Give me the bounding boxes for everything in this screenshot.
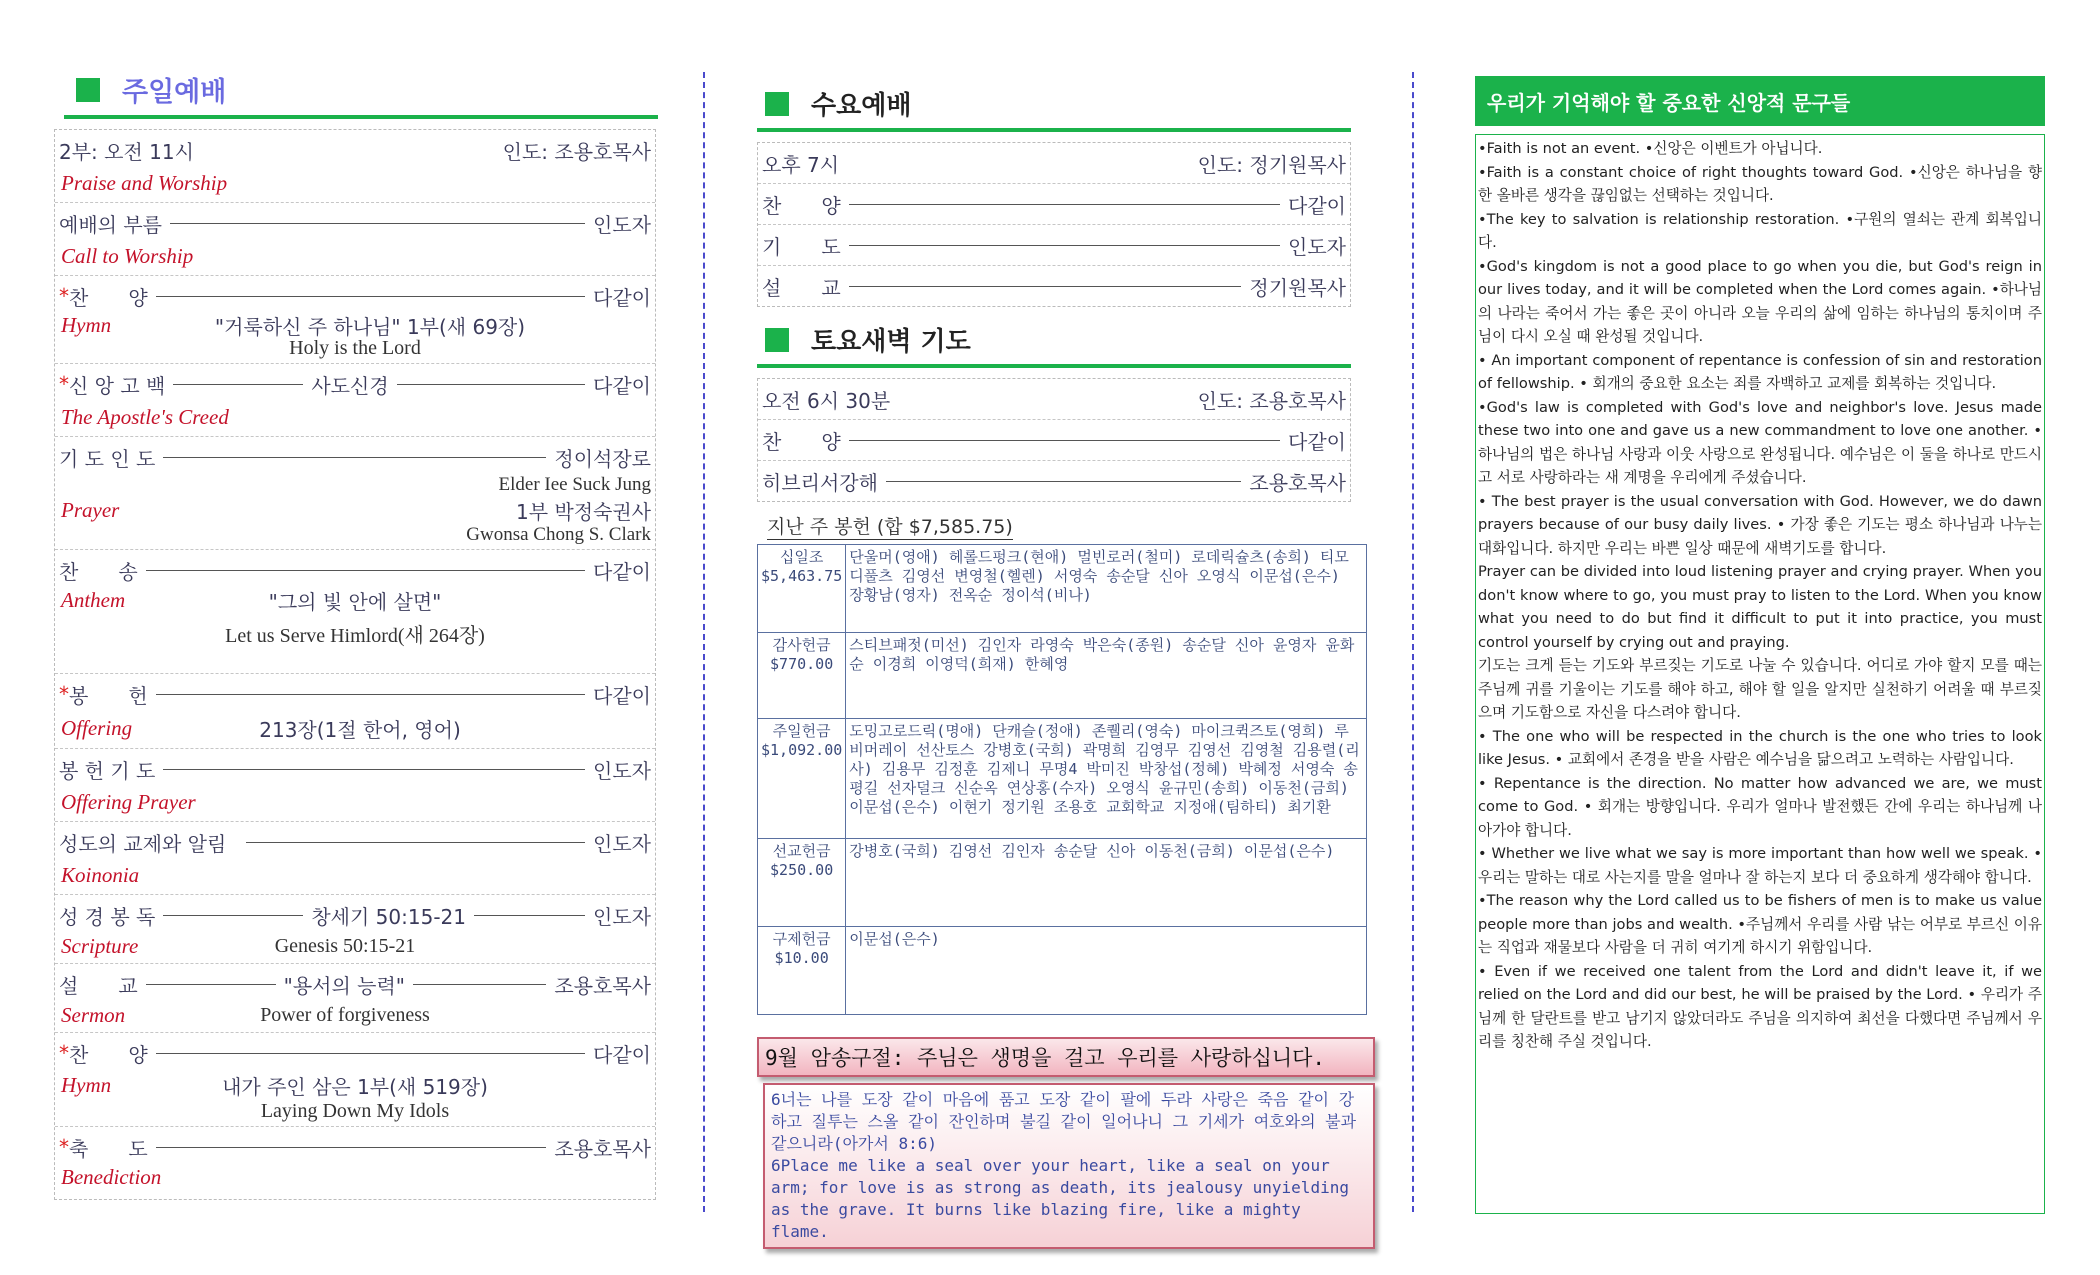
item-english-label: Call to Worship xyxy=(61,243,194,268)
item-label: 기 도 인 도 xyxy=(59,446,156,471)
sermon-row xyxy=(55,964,655,1033)
item-label: 찬 양 xyxy=(762,193,841,218)
scripture-reference: 창세기 50:15-21 xyxy=(311,904,466,929)
saturday-prayer-header xyxy=(757,321,1351,368)
sunday-order-of-worship xyxy=(54,129,656,1200)
item-label: 성도의 교제와 알림 xyxy=(59,831,227,856)
hymn-english-title: Laying Down My Idols xyxy=(260,1100,450,1122)
offering-summary-title: 지난 주 봉헌 (합 $7,585.75) xyxy=(767,512,1013,540)
quote-item: • An important component of repentance is confession of sin and restoration of fellowship. • 회개의 중요한 요소는 죄를 자백하고 교제를 회복하는 것입니다. xyxy=(1478,351,2042,392)
quote-item: •The reason why the Lord called us to be fishers of men is to make us value people more than jobs and wealth. •주님께서 우리를 사람 낚는 어부로 부르신 이유는 직업과 재물보다 사람을 더 귀히 여기게 하시기 위함입니다. xyxy=(1478,892,2042,956)
service-time-row xyxy=(55,130,655,203)
item-performer: 다같이 xyxy=(1288,193,1346,218)
saturday-order xyxy=(757,378,1351,502)
anthem-english-title: Let us Serve Himlord(새 264장) xyxy=(225,625,485,647)
hymn-row: * 찬 양 다같이 Hymn "거룩하신 주 하나님" 1부(새 69장) Holy is the Lord xyxy=(55,276,655,364)
item-performer: 다같이 xyxy=(593,373,651,398)
quote-item: • The one who will be respected in the church is the one who tries to look like Jesus. • 교회에서 존경을 받을 사람은 예수님을 닮으려고 노력하는 사람입니다. xyxy=(1478,727,2042,768)
offering-type: 감사헌금 xyxy=(772,636,831,654)
offering-amount: $770.00 xyxy=(770,655,834,673)
praise-worship-label: Praise and Worship xyxy=(61,170,228,195)
item-label: 봉 헌 기 도 xyxy=(59,758,156,783)
item-label: 찬 양 xyxy=(69,1042,148,1067)
service-leader: 인도: 정기원목사 xyxy=(1197,152,1346,177)
column-divider xyxy=(1412,72,1414,1212)
offering-amount: $1,092.00 xyxy=(761,741,843,759)
service-leader: 인도: 조용호목사 xyxy=(502,139,651,164)
performer-english-name: Gwonsa Chong S. Clark xyxy=(466,524,651,545)
green-square-icon xyxy=(76,78,100,102)
quote-item: •Faith is not an event. •신앙은 이벤트가 아닙니다. xyxy=(1478,140,1823,157)
table-row xyxy=(758,927,1367,1015)
item-performer: 다같이 xyxy=(1288,429,1346,454)
item-english-label: Hymn xyxy=(61,1072,112,1097)
item-performer: 다같이 xyxy=(593,683,651,708)
anthem-title: "그의 빛 안에 살면" xyxy=(268,589,442,614)
creed-name: 사도신경 xyxy=(311,373,389,398)
item-performer: 정기원목사 xyxy=(1249,275,1346,300)
wednesday-order xyxy=(757,142,1351,307)
faith-quotes-title: 우리가 기억해야 할 중요한 신앙적 문구들 xyxy=(1475,76,2045,126)
item-performer: 인도자 xyxy=(593,904,651,929)
item-english-label: Prayer xyxy=(61,497,120,522)
saturday-prayer-title: 토요새벽 기도 xyxy=(811,327,971,357)
scripture-english-reference: Genesis 50:15-21 xyxy=(274,934,416,957)
item-performer: 조용호목사 xyxy=(1249,470,1346,495)
item-english-label: The Apostle's Creed xyxy=(61,404,229,429)
sermon-english-title: Power of forgiveness xyxy=(260,1003,430,1026)
table-row xyxy=(758,839,1367,927)
offering-hymn: 213장(1절 한어, 영어) xyxy=(259,717,461,742)
green-square-icon xyxy=(765,92,789,116)
offering-type: 선교헌금 xyxy=(772,842,831,860)
item-label: 축 도 xyxy=(69,1136,148,1161)
wednesday-service-title: 수요예배 xyxy=(811,91,912,121)
table-row xyxy=(758,633,1367,719)
item-english-label: Hymn xyxy=(61,312,112,337)
item-label: 찬 양 xyxy=(762,429,841,454)
offering-type: 주일헌금 xyxy=(772,722,831,740)
anthem-row xyxy=(55,550,655,674)
item-performer: 인도자 xyxy=(1288,234,1346,259)
memory-verse-korean: 6너는 나를 도장 같이 마음에 품고 도장 같이 팔에 두라 사랑은 죽음 같이 강하고 질투는 스올 같이 잔인하며 불길 같이 일어나니 그 기세가 여호와의 불과 같으니라(아가서 8:6) xyxy=(771,1090,1357,1153)
offering-donors: 단울머(영애) 헤롤드펑크(현애) 멀빈로러(철미) 로데릭슐츠(송희) 티모디풀츠 김영선 변영철(헬렌) 서영숙 송순달 신아 오영식 이문섭(은수) 장황남(영자) 전옥순 정이석(비나) xyxy=(846,545,1367,633)
offering-row: * 봉 헌 다같이 Offering 213장(1절 한어, 영어) xyxy=(55,674,655,749)
prayer-performer: 1부 박정숙권사 xyxy=(515,499,651,524)
faith-quotes-list xyxy=(1475,134,2045,1214)
item-label: 설 교 xyxy=(762,275,841,300)
green-square-icon xyxy=(765,328,789,352)
sermon-title: "용서의 능력" xyxy=(283,973,405,998)
item-performer: 인도자 xyxy=(593,212,651,237)
offering-amount: $10.00 xyxy=(774,949,829,967)
offering-donors: 스티브패젓(미선) 김인자 라영숙 박은숙(종원) 송순달 신아 윤영자 윤화순 이경희 이영덕(희재) 한혜영 xyxy=(846,633,1367,719)
item-performer: 다같이 xyxy=(593,1042,651,1067)
item-english-label: Benediction xyxy=(61,1164,162,1189)
offering-amount: $5,463.75 xyxy=(761,567,843,585)
offering-type: 십일조 xyxy=(779,548,824,566)
sunday-service-section xyxy=(54,70,654,1200)
item-label: 신 앙 고 백 xyxy=(69,373,166,398)
item-label: 기 도 xyxy=(762,234,841,259)
benediction-row: * 축 도 조용호목사 Benediction xyxy=(55,1127,655,1199)
quote-item: •Faith is a constant choice of right thoughts toward God. •신앙은 하나님을 향한 올바른 생각을 끊임없는 선택하는 것입니다. xyxy=(1478,163,2042,204)
hymn-title: "거룩하신 주 하나님" 1부(새 69장) xyxy=(214,314,526,339)
item-label: 찬 송 xyxy=(59,559,138,584)
call-to-worship-row xyxy=(55,203,655,276)
item-performer: 다같이 xyxy=(593,559,651,584)
service-time: 오후 7시 xyxy=(762,152,840,177)
quote-item: • The best prayer is the usual conversation with God. However, we do dawn prayers because of our busy daily lives. • 가장 좋은 기도는 평소 하나님과 나누는 대화입니다. 하지만 우리는 바쁜 일상 때문에 새벽기도를 합니다. xyxy=(1478,492,2042,557)
offering-type: 구제헌금 xyxy=(772,930,831,948)
hymn-title: 내가 주인 삼은 1부(새 519장) xyxy=(222,1074,488,1099)
item-performer: 조용호목사 xyxy=(554,973,651,998)
item-label: 예배의 부름 xyxy=(59,212,162,237)
offering-prayer-row xyxy=(55,749,655,822)
item-performer: 인도자 xyxy=(593,831,651,856)
offering-donors: 도밍고로드릭(명애) 단캐슬(정애) 존퀠리(영숙) 마이크퀵즈토(영희) 루비머레이 선산토스 강병호(국희) 곽명희 김영무 김영선 김영철 김용렬(리사) 김용무 김정훈 김제니 무명4 박미진 박창섭(정혜) 박혜정 서영숙 송평길 선자덜크 신순옥 연상홍(수자) 오영식 윤규민(송희) 이동천(금희) 이문섭(은수) 이현기 정기원 조용호 교회학교 지정애(팀하티) 최기환 xyxy=(846,719,1367,839)
offering-donors: 강병호(국희) 김영선 김인자 송순달 신아 이동천(금희) 이문섭(은수) xyxy=(846,839,1367,927)
sunday-service-header xyxy=(64,70,658,119)
column-divider xyxy=(703,72,705,1212)
memory-verse-box xyxy=(763,1083,1375,1249)
quote-item: •God's law is completed with God's love and neighbor's love. Jesus made these two into one and gave us a new commandment to love one another. • 하나님의 법은 하나님 사랑과 이웃 사랑으로 완성됩니다. 예수님은 이 둘을 하나로 만드시고 서로 사랑하라는 새 계명을 우리에게 주셨습니다. xyxy=(1478,398,2042,486)
offering-amount: $250.00 xyxy=(770,861,834,879)
hymn-english-title: Holy is the Lord xyxy=(289,337,421,359)
quote-item: 기도는 크게 듣는 기도와 부르짖는 기도로 나눌 수 있습니다. 어디로 가야 할지 모를 때는 주님께 귀를 기울이는 기도를 해야 하고, 해야 할 일을 알지만 실천하기 어려울 때 부르짖으며 기도함으로 자신을 다스려야 합니다. xyxy=(1478,657,2042,721)
item-english-label: Sermon xyxy=(61,1002,126,1027)
item-english-label: Koinonia xyxy=(61,862,140,887)
item-performer: 다같이 xyxy=(593,285,651,310)
item-label: 봉 헌 xyxy=(69,683,148,708)
scripture-row xyxy=(55,895,655,964)
service-time: 2부: 오전 11시 xyxy=(59,139,194,164)
item-english-label: Scripture xyxy=(61,933,139,958)
quote-item: Prayer can be divided into loud listening prayer and crying prayer. When you don't know where to go, you must pray to listen to the Lord. When you know what you need to do but find it difficult to put it into practice, you must control yourself by crying out and praying. xyxy=(1478,563,2042,651)
faith-quotes-section xyxy=(1475,76,2045,1214)
offering-donors: 이문섭(은수) xyxy=(846,927,1367,1015)
table-row xyxy=(758,719,1367,839)
item-performer: 정이석장로 xyxy=(554,446,651,471)
table-row xyxy=(758,545,1367,633)
item-label: 찬 양 xyxy=(69,285,148,310)
fellowship-row xyxy=(55,822,655,895)
sunday-service-title: 주일예배 xyxy=(122,77,227,108)
memory-verse-header: 9월 암송구절: 주님은 생명을 걸고 우리를 사랑하십니다. xyxy=(757,1037,1375,1077)
item-label: 설 교 xyxy=(59,973,138,998)
quote-item: • Whether we live what we say is more important than how well we speak. • 우리는 말하는 대로 사는지를 말을 얼마나 잘 하는지 보다 더 중요하게 생각해야 합니다. xyxy=(1478,845,2042,886)
offering-table xyxy=(757,544,1367,1015)
quote-item: •God's kingdom is not a good place to go when you die, but God's reign in our lives today, and it will be completed when the Lord comes again. •하나님의 나라는 죽어서 가는 좋은 곳이 아니라 오늘 우리의 삶에 임하는 하나님의 통치이며 주님이 다시 오실 때 완성될 것입니다. xyxy=(1478,257,2042,345)
item-english-label: Offering xyxy=(61,715,133,740)
performer-english-name: Elder Iee Suck Jung xyxy=(498,474,651,495)
memory-verse-english: 6Place me like a seal over your heart, like a seal on your arm; for love is as strong as death, its jealousy unyielding as the grave. It burns like blazing fire, like a mighty flame. xyxy=(771,1156,1349,1241)
wednesday-service-header xyxy=(757,85,1351,132)
service-time: 오전 6시 30분 xyxy=(762,388,891,413)
item-performer: 인도자 xyxy=(593,758,651,783)
service-leader: 인도: 조용호목사 xyxy=(1197,388,1346,413)
prayer-lead-row xyxy=(55,437,655,550)
item-performer: 조용호목사 xyxy=(554,1136,651,1161)
quote-item: • Repentance is the direction. No matter how advanced we are, we must come to God. • 회개는 방향입니다. 우리가 얼마나 발전했든 간에 우리는 하나님께 나아가야 합니다. xyxy=(1478,774,2042,839)
quote-item: • Even if we received one talent from the Lord and didn't leave it, if we relied on the Lord and did our best, he will be praised by the Lord. • 우리가 주님께 한 달란트를 받고 남기지 않았더라도 주님을 의지하여 최선을 다했다면 주님께서 우리를 칭찬해 주실 것입니다. xyxy=(1478,962,2042,1050)
item-label: 히브리서강해 xyxy=(762,470,878,495)
item-english-label: Anthem xyxy=(61,587,126,612)
item-english-label: Offering Prayer xyxy=(61,789,196,814)
hymn-row: * 찬 양 다같이 Hymn 내가 주인 삼은 1부(새 519장) Laying Down My Idols xyxy=(55,1033,655,1127)
creed-row: * 신 앙 고 백 사도신경 다같이 The Apostle's Creed xyxy=(55,364,655,437)
quote-item: •The key to salvation is relationship restoration. •구원의 열쇠는 관계 회복입니다. xyxy=(1478,210,2042,251)
weekday-section xyxy=(757,85,1360,1249)
item-label: 성 경 봉 독 xyxy=(59,904,156,929)
